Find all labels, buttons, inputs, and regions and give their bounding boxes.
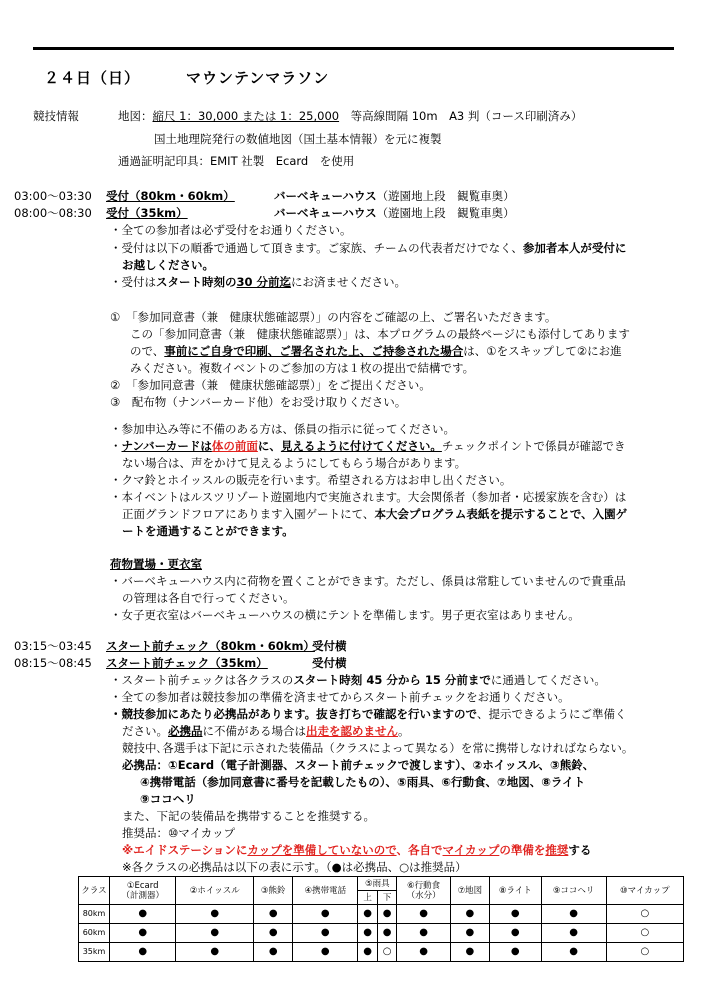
map-source: 国土地理院発行の数値地図（国土基本情報）を元に複製: [154, 132, 442, 146]
table-header: クラス: [79, 877, 110, 905]
note-item: ートを通過することができます。: [122, 524, 294, 538]
table-header: ⑤雨具: [358, 877, 397, 891]
precheck-note: ・全ての参加者は競技参加の準備を済ませてからスタート前チェックをお通りください。: [110, 690, 570, 704]
note-item: 正面グランドフロアにあります入園ゲートにて、本大会プログラム表紙を提示することで、入園ゲ: [122, 507, 628, 521]
precheck-row: 03:15～03:45 スタート前チェック（80km・60km）受付横: [14, 639, 347, 653]
table-header: ⑩マイカップ: [606, 877, 683, 905]
precheck-note: ださい。必携品に不備がある場合は出走を認めません。: [122, 724, 410, 738]
table-header: ①Ecard （計測器）: [110, 877, 176, 905]
precheck-note: 競技中､各選手は下記に示された装備品（クラスによって異なる）を常に携帯しなければならない。: [122, 741, 634, 755]
precheck-note: ・競技参加にあたり必携品があります。抜き打ちで確認を行いますので、提示できるようにご準備く: [110, 707, 627, 721]
table-header: ④携帯電話: [293, 877, 358, 905]
precheck-note: ・スタート前チェックは各クラスのスタート時刻 45 分から 15 分前までに通過してください。: [110, 673, 606, 687]
event-name: マウンテンマラソン: [186, 69, 330, 87]
note-item: ・ナンバーカードは体の前面に、見えるように付けてください。チェックポイントで係員が確認でき: [110, 439, 626, 453]
table-header: ⑥行動食 （水分）: [397, 877, 450, 905]
table-header: ⑦地図: [450, 877, 489, 905]
map-line: 地図：縮尺 1：30,000 または 1：25,000 等高線間隔 10m A3 判（コース印刷済み）: [118, 109, 583, 123]
warning-note: ※エイドステーションにカップを準備していないので、各自でマイカップの準備を推奨する: [122, 843, 592, 857]
step-1-note: みください。複数イベントのご参加の方は１枚の提出で結構です。: [130, 361, 475, 375]
luggage-note: の管理は各自で行ってください。: [122, 591, 295, 605]
precheck-row: 08:15～08:45 スタート前チェック（35km） 受付横: [14, 656, 347, 670]
table-subheader: 下: [377, 891, 397, 905]
reception-row: 03:00～03:30 受付（80km・60km） バーベキューハウス（遊園地上段 観覧車奥）: [14, 189, 515, 203]
luggage-heading: 荷物置場・更衣室: [110, 557, 202, 571]
reception-note: ・受付は以下の順番で通過して頂きます。ご家族、チームの代表者だけでなく、参加者本人が受付に: [110, 241, 627, 255]
reception-note: ・全ての参加者は必ず受付をお通りください。: [110, 223, 352, 237]
ecard-info: 通過証明記印具：EMIT 社製 Ecard を使用: [118, 154, 355, 168]
step-2: ② 「参加同意書（兼 健康状態確認票）」をご提出ください。: [110, 378, 431, 392]
info-label: 競技情報: [33, 109, 79, 123]
table-row: 60km ● ● ● ● ● ● ● ● ● ● ○: [79, 924, 684, 943]
event-day: ２４日（日）: [44, 69, 141, 87]
note-item: ・参加申込み等に不備のある方は、係員の指示に従ってください。: [110, 422, 455, 436]
table-header: ②ホイッスル: [176, 877, 254, 905]
note-item: ・クマ鈴とホイッスルの販売を行います。希望される方はお申し出ください。: [110, 473, 512, 487]
luggage-note: ・女子更衣室はバーベキューハウスの横にテントを準備します。男子更衣室はありません。: [110, 608, 580, 622]
step-1-note: この「参加同意書（兼 健康状態確認票）」は、本プログラムの最終ページにも添付してあります: [130, 327, 630, 341]
table-header: ⑧ライト: [489, 877, 541, 905]
recommended-items: 推奨品：⑩マイカップ: [122, 826, 236, 840]
table-subheader: 上: [358, 891, 378, 905]
table-header: ③熊鈴: [254, 877, 293, 905]
required-items: ⑨ココヘリ: [140, 792, 196, 806]
table-row: 80km ● ● ● ● ● ● ● ● ● ● ○: [79, 905, 684, 924]
table-row: 35km ● ● ● ● ● ○ ● ● ● ● ○: [79, 943, 684, 962]
step-1-note: ので、事前にご自身で印刷、ご署名された上、ご持参された場合は、①をスキップして②にお進: [130, 344, 622, 358]
reception-note: お越しください。: [122, 258, 214, 272]
map-scale: 縮尺 1：30,000 または 1：25,000: [152, 109, 340, 123]
reception-note: ・受付はスタート時刻の30 分前迄にお済ませください。: [110, 275, 407, 289]
top-rule: [33, 47, 674, 50]
reception-row: 08:00～08:30 受付（35km） バーベキューハウス（遊園地上段 観覧車奥）: [14, 206, 515, 220]
table-header: ⑨ココヘリ: [541, 877, 606, 905]
required-items: 必携品：①Ecard（電子計測器、スタート前チェックで渡します）、②ホイッスル、③熊鈴、: [122, 758, 595, 772]
recommended-note: また、下記の装備品を携帯することを推奨する。: [122, 809, 375, 823]
required-items: ④携帯電話（参加同意書に番号を記載したもの）、⑤雨具、⑥行動食、⑦地図、⑧ライト: [140, 775, 586, 789]
table-legend: ※各クラスの必携品は以下の表に示す。（●は必携品、○は推奨品）: [122, 860, 467, 874]
page-title: [44, 70, 329, 87]
step-3: ③ 配布物（ナンバーカード他）をお受け取りください。: [110, 395, 407, 409]
note-item: ・本イベントはルスツリゾート遊園地内で実施されます。大会関係者（参加者・応援家族を含む）は: [110, 490, 627, 504]
step-1: ① 「参加同意書（兼 健康状態確認票）」の内容をご確認の上、ご署名いただきます。: [110, 310, 557, 324]
note-item: ない場合は、声をかけて見えるようにしてもらう場合があります。: [122, 456, 467, 470]
luggage-note: ・バーベキューハウス内に荷物を置くことができます。ただし、係員は常駐していませんので貴重品: [110, 574, 626, 588]
equipment-table: [78, 876, 684, 962]
